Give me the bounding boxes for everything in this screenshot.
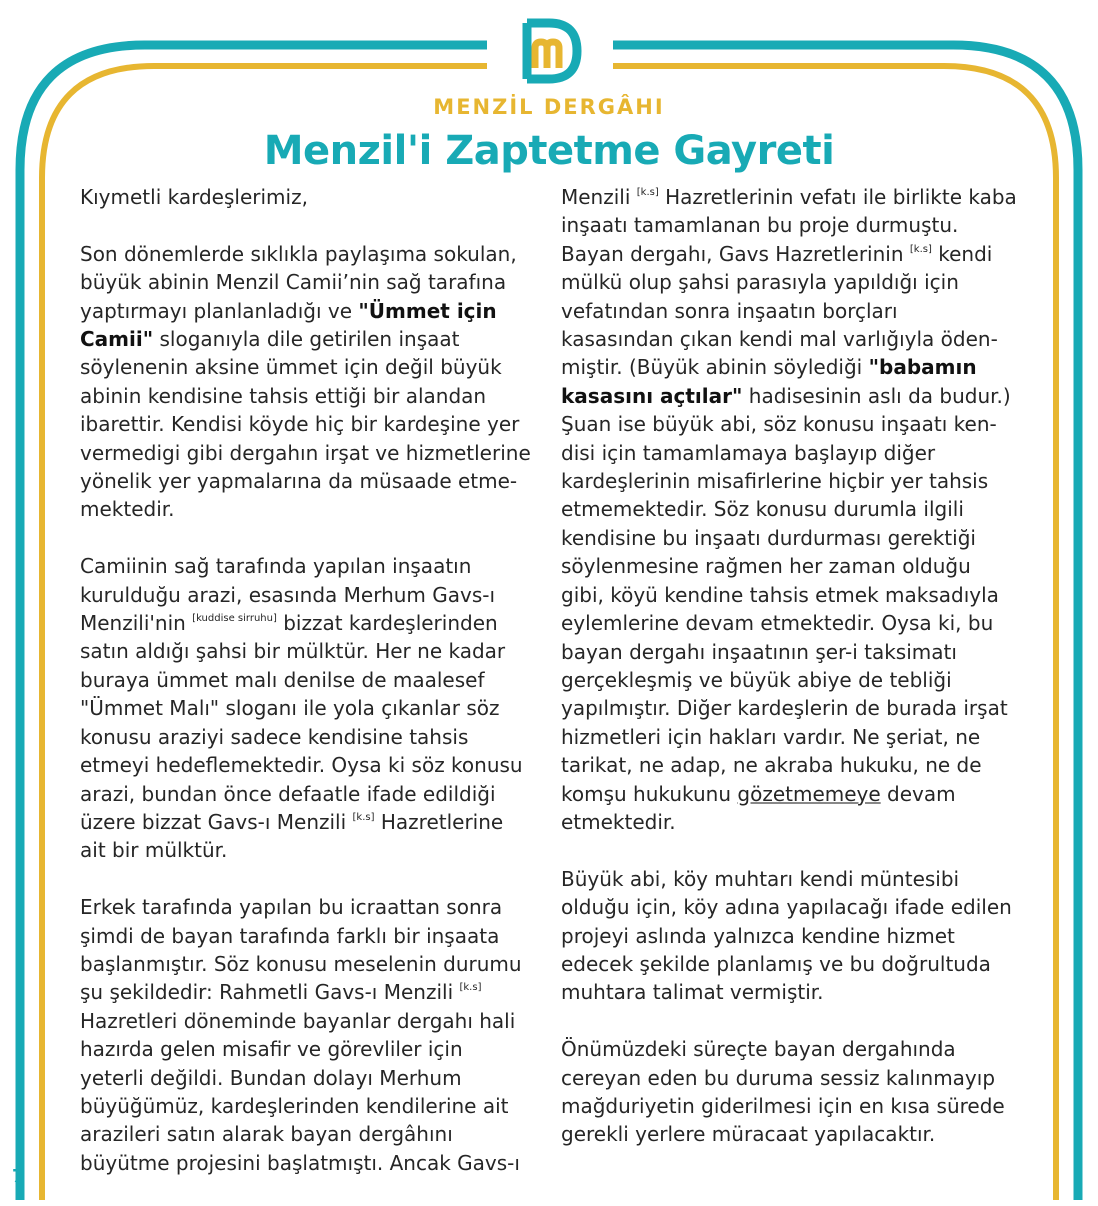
honorific-note: [kuddise sirruhu] [192,613,277,625]
bold-phrase: kasasını açtılar" [561,383,743,408]
paragraph: Erkek tarafında yapılan bu icraattan sonra şimdi de bayan tarafında farklı bir inşaata başlanmıştır. Söz konusu meselenin durumu şu şekildedir: Rahmetli Gavs-ı Menzili [k.s] Hazretleri döneminde bayanlar dergahı hali hazırda gelen misafir ve görevliler için yeterli değildi. Bundan dolayı Merhum büyüğümüz, kardeşlerinden kendilerine ait arazileri satın alarak bayan dergâhını büyütme projesini başlatmıştı. Ancak Gavs-ı [80,895,522,1175]
bold-phrase: "babamın [868,355,977,380]
honorific-note: [k.s] [352,811,375,823]
paragraph: Önümüzdeki süreçte bayan dergahında cereyan eden bu duruma sessiz kalınmayıp mağduriyetin giderilmesi için en kısa sürede gerekli yerlere müracaat yapılacaktır. [561,1037,1005,1147]
page-number: 7 [12,1166,25,1187]
bold-phrase: Camii" [80,327,154,352]
honorific-note: [k.s] [636,187,659,198]
underlined-word: gözetmemeye [737,781,881,806]
honorific-note: [k.s] [459,982,482,994]
brand-name: MENZİL DERGÂHI [433,95,665,119]
right-column [561,183,1016,1177]
bold-phrase: "Ümmet için [358,298,497,323]
honorific-note: [k.s] [909,243,932,255]
paragraph: Menzili [k.s] Hazretlerinin vefatı ile birlikte kaba inşaatı tamamlanan bu proje durmuştu. Bayan dergahı, Gavs Hazretlerinin [k.s] kendi mülkü olup şahsi parasıyla yapıldığı için vefatından sonra inşaatın borçları kasasından çıkan kendi mal varlığıyla öden- miştir. (Büyük abinin söylediği "babamın kasasını açtılar" hadisesinin aslı da budur.) Şuan ise büyük abi, söz konusu inşaatı ken- disi için tamamlamaya başlayıp diğer kardeşlerinin misafirlerine hiçbir yer tahsis etmemektedir. Söz konusu durumla ilgili kendisine bu inşaatı durdurması gerektiği söylenmesine rağmen her zaman olduğu gibi, köyü kendine tahsis etmek maksadıyla eylemlerine devam etmektedir. Oysa ki, bu bayan dergahı inşaatının şer-i taksimatı gerçekleşmiş ve büyük abiye de tebliği yapılmıştır. Diğer kardeşlerin de burada irşat hizmetleri için hakları vardır. Ne şeriat, ne tarikat, ne adap, ne akraba hukuku, ne de komşu hukukunu gözetmemeye devam etmektedir. [561,185,1017,834]
paragraph: Camiinin sağ tarafında yapılan inşaatın kurulduğu arazi, esasında Merhum Gavs-ı Menzili'nin [kuddise sirruhu] bizzat kardeşlerinden satın aldığı şahsi bir mülktür. Her ne kadar buraya ümmet malı denilse de maalesef "Ümmet Malı" sloganı ile yola çıkanlar söz konusu araziyi sadece kendisine tahsis etmeyi hedeflemektedir. Oysa ki söz konusu arazi, bundan önce defaatle ifade edildiği üzere bizzat Gavs-ı Menzili [k.s] Hazretlerine ait bir mülktür. [80,554,523,863]
paragraph: Büyük abi, köy muhtarı kendi müntesibi olduğu için, köy adına yapılacağı ifade edilen projeyi aslında yalnızca kendine hizmet edecek şekilde planlamış ve bu doğrultuda muhtara talimat vermiştir. [561,866,1012,1005]
menzil-logo-icon [519,18,583,84]
page-title: Menzil'i Zaptetme Gayreti [263,128,835,174]
paragraph: Son dönemlerde sıklıkla paylaşıma sokulan, büyük abinin Menzil Camii’nin sağ tarafına yaptırmayı planlanladığı ve "Ümmet için Camii" sloganıyla dile getirilen inşaat söylenenin aksine ümmet için değil büyük abinin kendisine tahsis ettiği bir alandan ibarettir. Kendisi köyde hiç bir kardeşine yer vermedigi gibi dergahın irşat ve hizmetlerine yönelik yer yapmalarına da müsaade etme- mektedir. [80,241,531,522]
left-column [80,183,530,1206]
greeting: Kıymetli kardeşlerimiz, [80,185,308,209]
